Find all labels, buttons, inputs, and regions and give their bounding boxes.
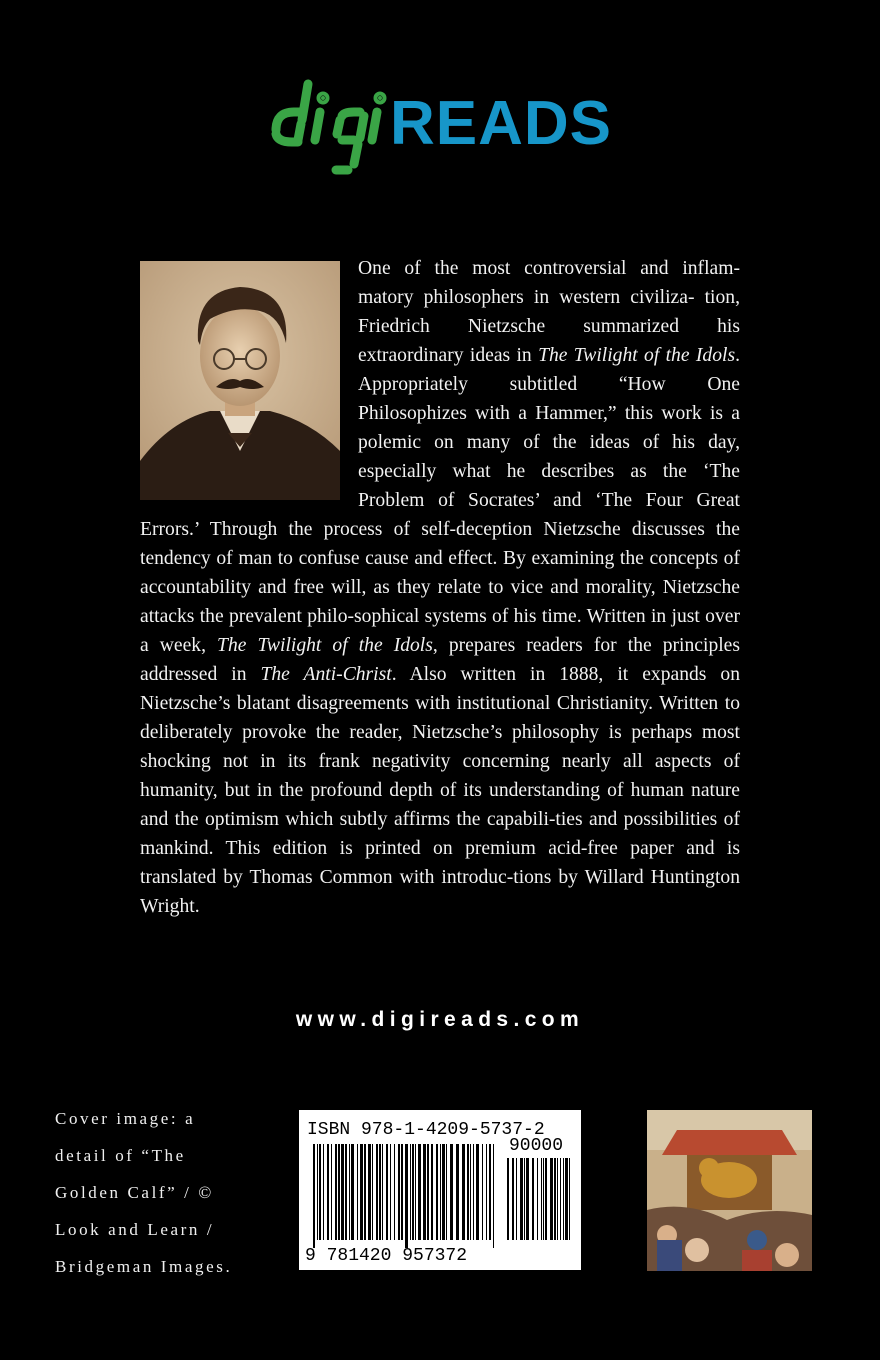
blurb-line-6: . Appropriately subtitled “How One [358, 345, 740, 395]
addon-bar [526, 1158, 529, 1240]
logo-digi-glyphs [276, 84, 382, 170]
addon-bar [524, 1158, 525, 1240]
barcode-bar [442, 1144, 445, 1240]
cover-thumbnail [647, 1110, 812, 1271]
addon-bar [569, 1158, 570, 1240]
barcode-bar [368, 1144, 371, 1240]
barcode-bar [364, 1144, 366, 1240]
blurb-line-4: extraordinary ideas in [358, 345, 539, 366]
addon-bar [532, 1158, 534, 1240]
blurb-title-italic-4: The Anti-Christ [260, 664, 392, 685]
barcode-bars [313, 1144, 494, 1248]
addon-bar [520, 1158, 523, 1240]
addon-bar [512, 1158, 514, 1240]
addon-bar [550, 1158, 553, 1240]
barcode-bar [489, 1144, 491, 1240]
blurb-line-10: ‘The Problem of Socrates’ and ‘The Four [358, 461, 740, 511]
barcode-bar [357, 1144, 358, 1240]
barcode-bar [431, 1144, 433, 1240]
barcode-bar [436, 1144, 438, 1240]
blurb-line-9: day, especially what he describes as the [358, 432, 740, 482]
blurb-line-1: One of the most controversial and inflam- [358, 258, 740, 279]
barcode-bar [338, 1144, 340, 1240]
barcode-bar [376, 1144, 378, 1240]
barcode-bar [405, 1144, 408, 1248]
credit-line-4: Look and Learn / [55, 1220, 215, 1239]
barcode-bar [372, 1144, 373, 1240]
blurb-line-15: . Also written in 1888, it expands on Nietzsche’s blatant disagreements with institutional Christianity. Written to deliberately provoke the reader, Nietzsche’s philosophy is perhaps most shocking not in its frank negativity concerning nearly all aspects of humanity, but in the profound depth of its understanding of human nature and the optimism which subtly affirms the capabili-ties and possibilities of mankind. This edition is printed on premium acid-free paper and is translated by Thomas Common with introduc-tions by Willard Huntington Wright. [140, 664, 740, 917]
blurb-line-3: tion, Friedrich Nietzsche summarized his [358, 287, 740, 337]
blurb-title-italic: The Twilight of the [538, 345, 690, 366]
barcode-bar [440, 1144, 441, 1240]
credit-line-5: Bridgeman Images. [55, 1257, 233, 1276]
cover-image-credit [55, 1100, 265, 1285]
barcode-bar [379, 1144, 381, 1240]
barcode-bar [394, 1144, 395, 1240]
barcode-bar [351, 1144, 354, 1240]
blurb-line-2: matory philosophers in western civiliza- [358, 287, 695, 308]
barcode-bar [319, 1144, 321, 1240]
barcode-bar [412, 1144, 414, 1240]
barcode-bar [415, 1144, 416, 1240]
addon-bar [507, 1158, 509, 1240]
isbn-text: ISBN 978-1-4209-5737-2 [307, 1120, 545, 1140]
digireads-logo [268, 60, 618, 180]
barcode-bar [410, 1144, 411, 1240]
barcode-bar [473, 1144, 474, 1240]
barcode-bar [349, 1144, 350, 1240]
barcode-bar [418, 1144, 421, 1240]
barcode-bar [462, 1144, 465, 1240]
addon-bar [545, 1158, 547, 1240]
blurb-line-8: is a polemic on many of the ideas of his [358, 403, 740, 453]
isbn-barcode [299, 1110, 581, 1270]
barcode-bar [470, 1144, 471, 1240]
barcode-bar [335, 1144, 337, 1240]
blurb-line-11: Great Errors.’ Through the process of self-deception Nietzsche discusses the tendency of man to confuse cause and effect. By examining the concepts of accountability and free will, as they relate to vice and morality, Nietzsche attacks the prevalent philo-sophical systems of his time. Written in just over a week, [140, 490, 740, 656]
blurb-line-13: , prepares readers for the principles addressed in [140, 635, 741, 685]
addon-bar [557, 1158, 558, 1240]
barcode-bar [398, 1144, 400, 1240]
barcode-bar [476, 1144, 479, 1240]
barcode-bar [486, 1144, 487, 1240]
ean-text: 9 781420 957372 [305, 1246, 468, 1266]
barcode-bar [341, 1144, 344, 1240]
barcode-bar [313, 1144, 315, 1248]
barcode-bar [450, 1144, 453, 1240]
addon-bars [507, 1158, 570, 1240]
addon-bar [565, 1158, 568, 1240]
book-description [140, 254, 740, 921]
addon-bar [541, 1158, 542, 1240]
addon-bar [537, 1158, 538, 1240]
blurb-line-7: Philosophizes with a Hammer,” this work [358, 403, 702, 424]
credit-line-3: Golden Calf” / © [55, 1183, 214, 1202]
barcode-bar [382, 1144, 383, 1240]
publisher-website[interactable]: www.digireads.com [295, 1008, 585, 1031]
blurb-title-italic-3: The Twilight of the Idols [217, 635, 433, 656]
logo-reads-text: READS [390, 89, 613, 158]
barcode-bar [482, 1144, 483, 1240]
barcode-bar [427, 1144, 429, 1240]
barcode-bar [327, 1144, 329, 1240]
barcode-bar [467, 1144, 469, 1240]
barcode-bar [386, 1144, 388, 1240]
barcode-bar [401, 1144, 403, 1240]
addon-bar [554, 1158, 556, 1240]
credit-line-1: Cover image: a [55, 1109, 196, 1128]
blurb-title-italic-2: Idols [695, 345, 736, 366]
barcode-bar [331, 1144, 332, 1240]
addon-bar [543, 1158, 544, 1240]
barcode-bar [423, 1144, 426, 1240]
barcode-bar [446, 1144, 447, 1240]
barcode-bar [360, 1144, 363, 1240]
addon-bar [563, 1158, 564, 1240]
barcode-bar [345, 1144, 347, 1240]
barcode-bar [456, 1144, 459, 1240]
barcode-bar [317, 1144, 318, 1240]
barcode-bar [493, 1144, 494, 1248]
barcode-bar [323, 1144, 324, 1240]
addon-text: 90000 [509, 1136, 564, 1156]
addon-bar [516, 1158, 517, 1240]
barcode-bar [390, 1144, 391, 1240]
addon-bar [560, 1158, 561, 1240]
credit-line-2: detail of “The [55, 1146, 186, 1165]
